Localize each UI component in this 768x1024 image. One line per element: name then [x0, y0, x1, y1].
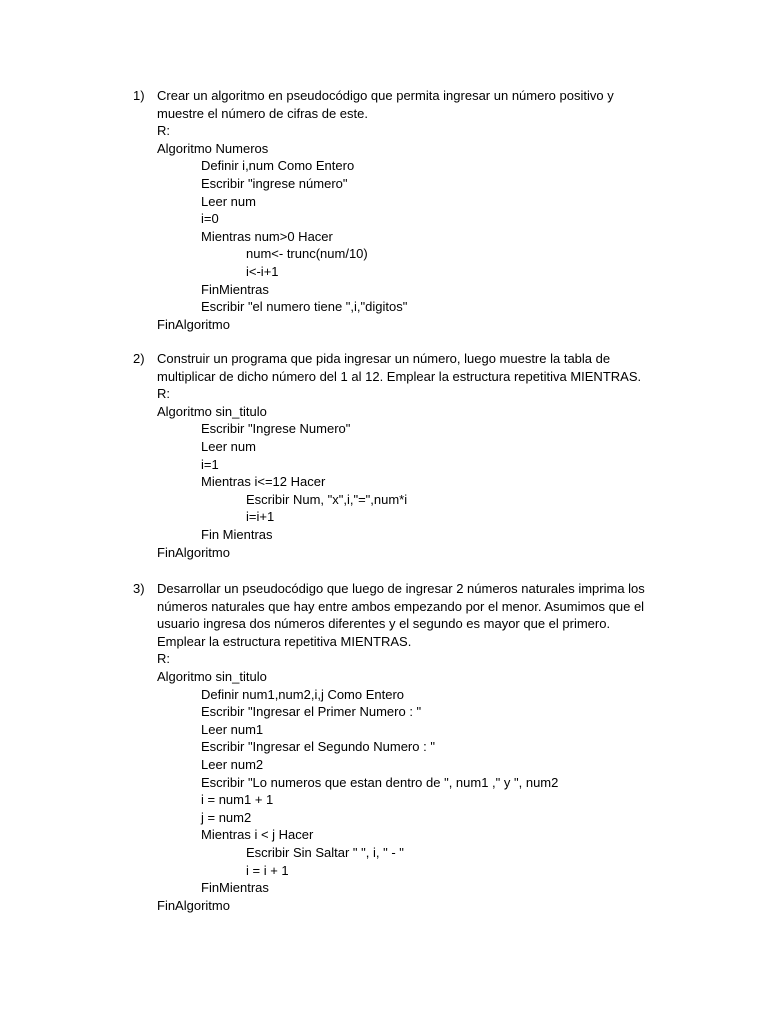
statement-line: Emplear la estructura repetitiva MIENTRAS.	[157, 633, 412, 649]
code-line: i = i + 1	[246, 862, 289, 878]
code-line: FinMientras	[201, 281, 269, 297]
code-line: Escribir "el numero tiene ",i,"digitos"	[201, 299, 408, 315]
code-line: Escribir "Lo numeros que estan dentro de ", num1 ," y ", num2	[201, 774, 559, 790]
code-line: FinAlgoritmo	[157, 316, 230, 332]
code-line: Escribir "ingrese número"	[201, 175, 348, 191]
code-line: Mientras i<=12 Hacer	[201, 474, 326, 490]
code-line: Algoritmo sin_titulo	[157, 403, 267, 419]
question-body	[157, 350, 657, 561]
answer-label: R:	[157, 123, 170, 139]
code-line: Algoritmo sin_titulo	[157, 668, 267, 684]
statement-line: Construir un programa que pida ingresar un número, luego muestre la tabla de	[157, 351, 611, 366]
code-line: Algoritmo Numeros	[157, 140, 269, 156]
code-line: i=0	[201, 211, 219, 227]
answer-label: R:	[157, 386, 170, 402]
statement-line: multiplicar de dicho número del 1 al 12. Emplear la estructura repetitiva MIENTRAS.	[157, 368, 642, 384]
code-line: FinAlgoritmo	[157, 897, 230, 913]
code-line: i=i+1	[246, 509, 275, 525]
statement-line: números naturales que hay entre ambos empezando por el menor. Asumimos que el	[157, 598, 645, 614]
question-number: 3)	[133, 581, 145, 596]
statement-line: Desarrollar un pseudocódigo que luego de ingresar 2 números naturales imprima los	[157, 581, 645, 596]
code-line: Escribir "Ingresar el Segundo Numero : "	[201, 739, 435, 755]
code-line: Leer num1	[201, 721, 264, 737]
code-line: FinMientras	[201, 880, 269, 896]
code-line: Definir num1,num2,i,j Como Entero	[201, 686, 405, 702]
code-line: i=1	[201, 456, 219, 472]
code-line: Fin Mientras	[201, 526, 273, 542]
code-line: FinAlgoritmo	[157, 544, 230, 560]
code-line: Escribir Num, "x",i,"=",num*i	[246, 491, 408, 507]
question-number: 2)	[133, 351, 145, 366]
statement-line: usuario ingresa dos números diferentes y el segundo es mayor que el primero.	[157, 616, 611, 632]
code-line: Leer num2	[201, 756, 264, 772]
code-line: num<- trunc(num/10)	[246, 246, 368, 262]
code-line: Leer num	[201, 438, 256, 454]
question-number: 1)	[133, 88, 145, 103]
question-body	[157, 87, 657, 333]
statement-line: muestre el número de cifras de este.	[157, 105, 368, 121]
code-line: Mientras num>0 Hacer	[201, 228, 333, 244]
code-line: j = num2	[201, 809, 252, 825]
question-body	[157, 580, 657, 914]
code-line: i = num1 + 1	[201, 792, 274, 808]
answer-label: R:	[157, 651, 170, 667]
code-line: i<-i+1	[246, 263, 279, 279]
code-line: Mientras i < j Hacer	[201, 827, 314, 843]
code-line: Escribir Sin Saltar " ", i, " - "	[246, 844, 404, 860]
code-line: Definir i,num Como Entero	[201, 158, 355, 174]
code-line: Escribir "Ingrese Numero"	[201, 421, 351, 437]
code-line: Escribir "Ingresar el Primer Numero : "	[201, 704, 422, 720]
statement-line: Crear un algoritmo en pseudocódigo que permita ingresar un número positivo y	[157, 88, 614, 103]
code-line: Leer num	[201, 193, 256, 209]
